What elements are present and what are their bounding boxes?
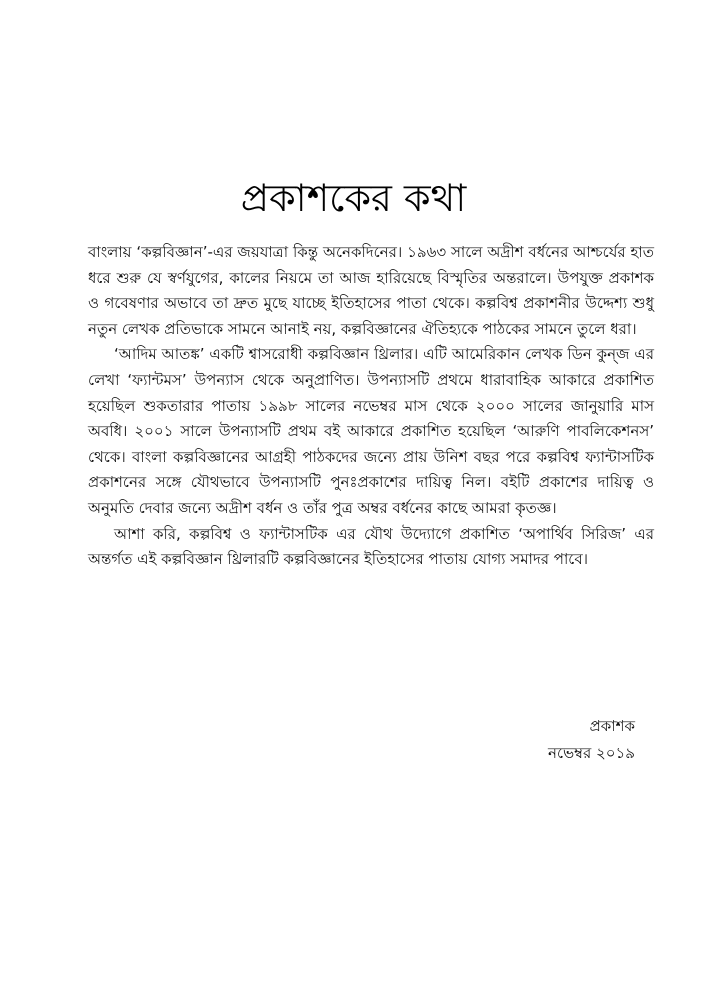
signature-date: নভেম্বর ২০১৯ xyxy=(548,744,635,762)
paragraph-1: বাংলায় ‘কল্পবিজ্ঞান’-এর জয়যাত্রা কিন্তু অনেকদিনের। ১৯৬৩ সালে অদ্রীশ বর্ধনের আশ্চর্যের হাত ধরে শুরু যে স্বর্ণযুগের, কালের নিয়মে তা আজ হারিয়েছে বিস্মৃতির অন্তরালে। উপযুক্ত প্রকাশক ও গবেষণার অভাবে তা দ্রুত মুছে যাচ্ছে ইতিহাসের পাতা থেকে। কল্পবিশ্ব প্রকাশনীর উদ্দেশ্য শুধু নতুন লেখক প্রতিভাকে সামনে আনাই নয়, কল্পবিজ্ঞানের ঐতিহ্যকে পাঠকের সামনে তুলে ধরা। xyxy=(88,243,654,338)
paragraph-3: আশা করি, কল্পবিশ্ব ও ফ্যান্টাসটিক এর যৌথ উদ্যোগে প্রকাশিত ‘অপার্থিব সিরিজ’ এর অন্তর্গত এই কল্পবিজ্ঞান থ্রিলারটি কল্পবিজ্ঞানের ইতিহাসের পাতায় যোগ্য সমাদর পাবে। xyxy=(88,524,654,569)
paragraph-2: ‘আদিম আতঙ্ক’ একটি শ্বাসরোধী কল্পবিজ্ঞান থ্রিলার। এটি আমেরিকান লেখক ডিন কুন্জ এর লেখা ‘ফ্যান্টমস’ উপন্যাস থেকে অনুপ্রাণিত। উপন্যাসটি প্রথমে ধারাবাহিক আকারে প্রকাশিত হয়েছিল শুকতারার পাতায় ১৯৯৮ সালের নভেম্বর মাস থেকে ২০০০ সালের জানুয়ারি মাস অবধি। ২০০১ সালে উপন্যাসটি প্রথম বই আকারে প্রকাশিত হয়েছিল ‘আরুণি পাবলিকেশনস’ থেকে। বাংলা কল্পবিজ্ঞানের আগ্রহী পাঠকদের জন্যে প্রায় উনিশ বছর পরে কল্পবিশ্ব ফ্যান্টাসটিক প্রকাশনের সঙ্গে যৌথভাবে উপন্যাসটি পুনঃপ্রকাশের দায়িত্ব নিল। বইটি প্রকাশের দায়িত্ব ও অনুমতি দেবার জন্যে অদ্রীশ বর্ধন ও তাঁর পুত্র অম্বর বর্ধনের কাছে আমরা কৃতজ্ঞ। xyxy=(88,345,654,517)
signature-name: প্রকাশক xyxy=(589,717,635,735)
signature-block xyxy=(435,713,635,767)
page-title: প্রকাশকের কথা xyxy=(240,176,467,220)
body-text xyxy=(88,240,654,573)
